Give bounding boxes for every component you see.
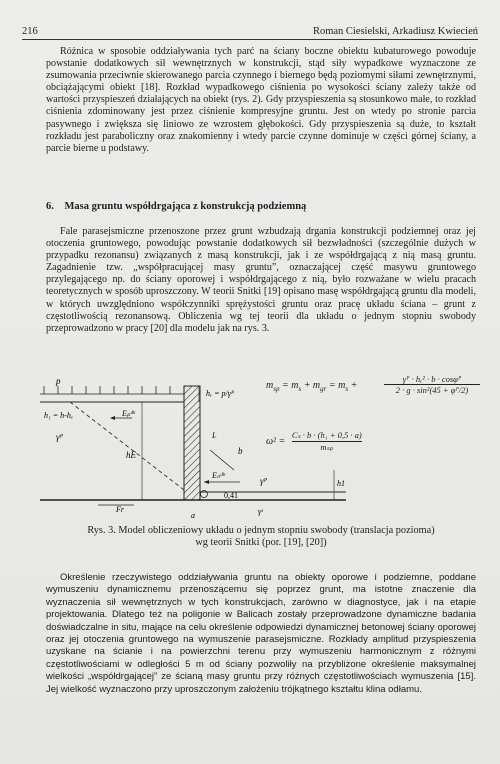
label-epdk: Eₚᵈᵏ <box>122 409 136 418</box>
formula-omega-numerator: Cₛ · b · (h₁ + 0,5 · a) <box>291 430 362 440</box>
section-number: 6. <box>46 201 54 212</box>
label-041: 0,41 <box>224 491 238 500</box>
label-b: b <box>238 446 243 456</box>
label-he: hₑ = p/γᴾ <box>206 389 234 398</box>
formula-omega: ω² = Cₛ · b · (h₁ + 0,5 · a) mₛₚ <box>266 430 362 452</box>
header-authors: Roman Ciesielski, Arkadiusz Kwiecień <box>312 26 478 37</box>
label-p: p <box>56 376 61 386</box>
surcharge-arrows <box>40 386 184 394</box>
intro-paragraph: Różnica w sposobie oddziaływania tych parć na ściany boczne obiektu kubaturowego powoduje powstanie dodatkowych sił wewnętrznych w konstrukcji, stąd siły wypadkowe wyznaczone ze zsumowania przeciwnie skierowanego parcia czynnego i biernego będą poziomymi siłami zewnętrznymi, obciążającymi obiekt [18]. Rozkład wypadkowego ciśnienia po wysokości ściany zależy także od wartości przyspieszeń działających na obiekt (rys. 2). Gdy przyspieszenia są stosunkowo małe, to rozkład ciśnienia zdominowany jest przez ciśnienie kompresyjne gruntu. Jest on wtedy po stronie parcia pasywnego i zwiększa się liniowo ze wzrostem głębokości. Gdy przyspieszenia są duże, to kształt rozkładu jest paraboliczny oraz znakomienny i wtedy parcie czynne dominuje w części górnej ściany, a parcie bierne u podstawy. <box>46 46 476 154</box>
label-a: a <box>191 511 195 520</box>
closing-paragraph: Określenie rzeczywistego oddziaływania gruntu na obiekty oporowe i podziemne, poddane wymuszeniu dynamicznemu przenoszącemu się poprzez grunt, ma istotne znaczenie dla wyznaczenia sił wewnętrznych w tych konstrukcjach, zarówno w diagnostyce, jak i na etapie projektowania. Dlatego też na poligonie w Balicach zostały przeprowadzone dynamiczne badania doświadczalne in situ, mające na celu określenie odpowiedzi dynamicznej betonowej ściany oporowej oraz jej otoczenia gruntowego na wymuszenie parasejsmiczne. Rozkłady amplitud przyspieszenia uzyskane na ścianie i na powierzchni terenu przy wymuszeniu harmonicznym z różnymi częstotliwościami w odległości 5 m od ściany pozwoliły na przybliżone określenie maksymalnej wielkości „współdrgającej” ze ścianą masy gruntu przy różnych częstotliwościach wymuszenia [15]. Jej wielkość wyznaczono przy uproszczonym założeniu trójkątnego kształtu klina odłamu. <box>46 572 476 695</box>
formula-msp-numerator: γᴾ · hₑ² · b · cosφᴾ <box>384 374 480 385</box>
label-h1: h1 <box>337 479 345 488</box>
caption-line-1: Rys. 3. Model obliczeniowy układu o jednym stopniu swobody (translacja pozioma) <box>87 525 435 536</box>
page-number: 216 <box>22 26 38 37</box>
running-header <box>22 26 478 40</box>
model-diagram <box>34 374 484 520</box>
label-Ir: Iᵣ <box>212 431 217 440</box>
caption-line-2: wg teorii Snitki (por. [19], [20]) <box>195 537 327 549</box>
formula-msp-denominator: 2 · g · sin²(45 + φᴾ/2) <box>395 385 469 395</box>
label-gamma-right: γᴾ <box>260 476 268 486</box>
section-paragraph: Fale parasejsmiczne przenoszone przez grunt wzbudzają drgania konstrukcji podziemnej oraz jej otoczenia gruntowego, powodując powstanie dodatkowych sił bezwładności (szczególnie dużych w przypadku rezonansu) związanych z masą konstrukcji, jak i ze współdrgającą z nią masą gruntu. Zagadnienie tzw. „współpracującej masy gruntu”, oznaczającej część masywu gruntowego przylegającego np. do ściany oporowej i współdrgającego z nią, było rozważane w wielu pracach teoretycznych w sposób uproszczony. W teorii Snitki [19] opisano masę współdrgającą gruntu dla modeli, w których uwzględniono współczynniki sprężystości gruntu oraz pracę układu ściana – grunt z częstotliwością rezonansową. Obliczenia wg tej teorii dla układu o jednym stopniu swobody przeprowadzono w pracy [20] dla modelu jak na rys. 3. <box>46 226 476 334</box>
label-gamma-s: γˢ <box>258 507 263 516</box>
label-Fr: Fr <box>116 505 124 514</box>
retaining-wall <box>184 386 200 500</box>
formula-omega-denominator: mₛₚ <box>320 442 334 452</box>
label-h1h: h₁ = h‑hₑ <box>44 411 73 420</box>
label-gamma-left: γᴾ <box>56 432 64 442</box>
formula-msp: $m_{sp} = m_s + m_{gr} = m_s$ + $\frac{\text{γᴾ · hₑ² · b · cosφᴾ}}{\text{2 · g · sin²(45 + φᴾ/2)}}$ <box>266 380 476 393</box>
figure-3 <box>34 374 484 520</box>
label-hE: hE <box>126 450 136 460</box>
section-heading <box>46 201 306 212</box>
section-title: Masa gruntu współdrgająca z konstrukcją podziemną <box>64 201 307 212</box>
label-En: Eₙᵈᵇ <box>212 471 225 480</box>
figure-caption <box>46 525 476 550</box>
